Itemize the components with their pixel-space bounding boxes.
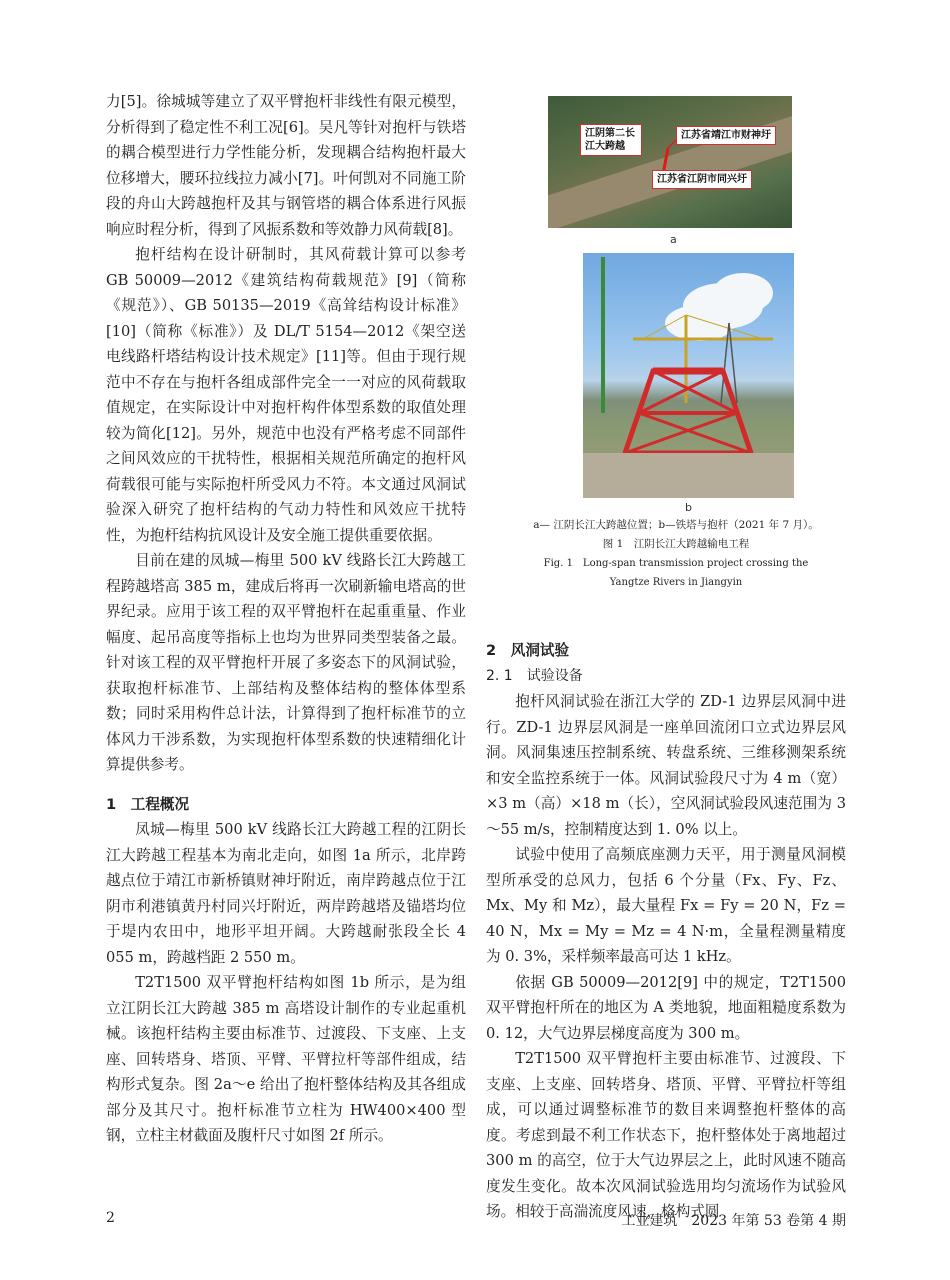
journal-info: 工业建筑 2023 年第 53 卷第 4 期 [621, 1213, 846, 1229]
figure-1-caption [486, 516, 866, 592]
section-2-heading: 2 风洞试验 [486, 642, 570, 659]
figure-1b-tower-photo [583, 253, 794, 498]
map-label-south-point: 江苏省江阴市同兴圩 [652, 170, 752, 189]
right-paragraph-2: 试验中使用了高频底座测力天平，用于测量风洞模型所承受的总风力，包括 6 个分量（Fx、Fy、Fz、Mx、My 和 Mz），最大量程 Fx = Fy = 20 N，Fz = 40 N，Mx = My = Mz = 4 N·m，全量程测量精度为 0. 3%，采样频率最高可达 1 kHz。 [486, 846, 846, 965]
section-1-heading: 1 工程概况 [106, 795, 190, 813]
map-label-crossing: 江阴第二长江大跨越 [580, 124, 642, 156]
left-paragraph-2: 抱杆结构在设计研制时，其风荷载计算可以参考 GB 50009—2012《建筑结构荷载规范》[9]（简称《规范》）、GB 50135—2019《高耸结构设计标准》[10]（简称《标准》）及 DL/T 5154—2012《架空送电线路杆塔结构设计技术规定》[11]等。但由于现行规范中不存在与抱杆各组成部件完全一一对应的风荷载取值规定，在实际设计中对抱杆构件体型系数的取值处理较为简化[12]。另外，规范中也没有严格考虑不同部件之间风效应的干扰特性，根据相关规范所确定的抱杆风荷载很可能与实际抱杆所受风力不符。本文通过风洞试验深入研究了抱杆结构的气动力特性和风效应干扰特性，为抱杆结构抗风设计及安全施工提供重要依据。 [106, 246, 466, 544]
page-number: 2 [106, 1210, 115, 1226]
tower-and-crane-drawing [583, 253, 794, 498]
right-paragraph-3: 依据 GB 50009—2012[9] 中的规定，T2T1500 双平臂抱杆所在的地区为 A 类地貌，地面粗糙度系数为 0. 12，大气边界层梯度高度为 300 m。 [486, 973, 846, 1042]
figure-caption-chinese: 图 1 江阴长江大跨越输电工程 [602, 538, 750, 550]
left-paragraph-1: 力[5]。徐城城等建立了双平臂抱杆非线性有限元模型，分析得到了稳定性不利工况[6]。吴凡等针对抱杆与铁塔的耦合模型进行力学性能分析，发现耦合结构抱杆最大位移增大，腰环拉线拉力减小[7]。叶何凯对不同施工阶段的舟山大跨越抱杆及其与钢管塔的耦合体系进行风振响应时程分析，得到了风振系数和等效静力风荷载[8]。 [106, 93, 466, 238]
right-paragraph-4: T2T1500 双平臂抱杆主要由标准节、过渡段、下支座、上支座、回转塔身、塔顶、平臂、平臂拉杆等组成，可以通过调整标准节的数目来调整抱杆整体的高度。考虑到最不利工作状态下，抱杆整体处于离地超过 300 m 的高空，位于大气边界层之上，此时风速不随高度发生变化。故本次风洞试验选用均匀流场作为试验风场。相较于高湍流度风速，格构式圆 [486, 1050, 846, 1220]
figure-1b-letter: b [685, 501, 692, 514]
figure-1a-letter: a [670, 233, 677, 246]
left-column [106, 89, 466, 1149]
right-paragraph-1: 抱杆风洞试验在浙江大学的 ZD-1 边界层风洞中进行。ZD-1 边界层风洞是一座单回流闭口立式边界层风洞。风洞集速压控制系统、转盘系统、三维移测架系统和安全监控系统于一体。风洞试验段尺寸为 4 m（宽）×3 m（高）×18 m（长），空风洞试验段风速范围为 3～55 m/s，控制精度达到 1. 0% 以上。 [486, 693, 846, 838]
figure-notes: a— 江阴长江大跨越位置；b—铁塔与抱杆（2021 年 7 月）。 [533, 519, 819, 531]
crossing-line [548, 96, 792, 228]
left-paragraph-5: T2T1500 双平臂抱杆结构如图 1b 所示，是为组立江阴长江大跨越 385 m 高塔设计制作的专业起重机械。该抱杆结构主要由标准节、过渡段、下支座、上支座、回转塔身、塔顶、平臂、平臂拉杆等部件组成，结构形式复杂。图 2a～e 给出了抱杆整体结构及其各组成部分及其尺寸。抱杆标准节立柱为 HW400×400 型钢，立柱主材截面及腹杆尺寸如图 2f 所示。 [106, 974, 466, 1144]
left-paragraph-3: 目前在建的凤城—梅里 500 kV 线路长江大跨越工程跨越塔高 385 m，建成后将再一次刷新输电塔高的世界纪录。应用于该工程的双平臂抱杆在起重重量、作业幅度、起吊高度等指标上也均为世界同类型装备之最。针对该工程的双平臂抱杆开展了多姿态下的风洞试验，获取抱杆标准节、上部结构及整体结构的整体体型系数；同时采用构件总计法，计算得到了抱杆标准节的立体风力干涉系数，为实现抱杆体型系数的快速精细化计算提供参考。 [106, 552, 466, 773]
right-column [486, 638, 846, 1225]
map-label-north-point: 江苏省靖江市财神圩 [676, 126, 776, 145]
figure-1a-satellite-map [548, 96, 792, 228]
subsection-2-1-heading: 2. 1 试验设备 [486, 667, 583, 684]
left-paragraph-4: 凤城—梅里 500 kV 线路长江大跨越工程的江阴长江大跨越工程基本为南北走向，如图 1a 所示，北岸跨越点位于靖江市新桥镇财神圩附近，南岸跨越点位于江阴市利港镇黄丹村同兴圩附近，两岸跨越塔及锚塔均位于堤内农田中，地形平坦开阔。大跨越耐张段全长 4 055 m，跨越档距 2 550 m。 [106, 821, 466, 966]
figure-caption-english-2: Yangtze Rivers in Jiangyin [609, 577, 743, 588]
figure-caption-english-1: Fig. 1 Long-span transmission project crossing the [543, 558, 809, 569]
